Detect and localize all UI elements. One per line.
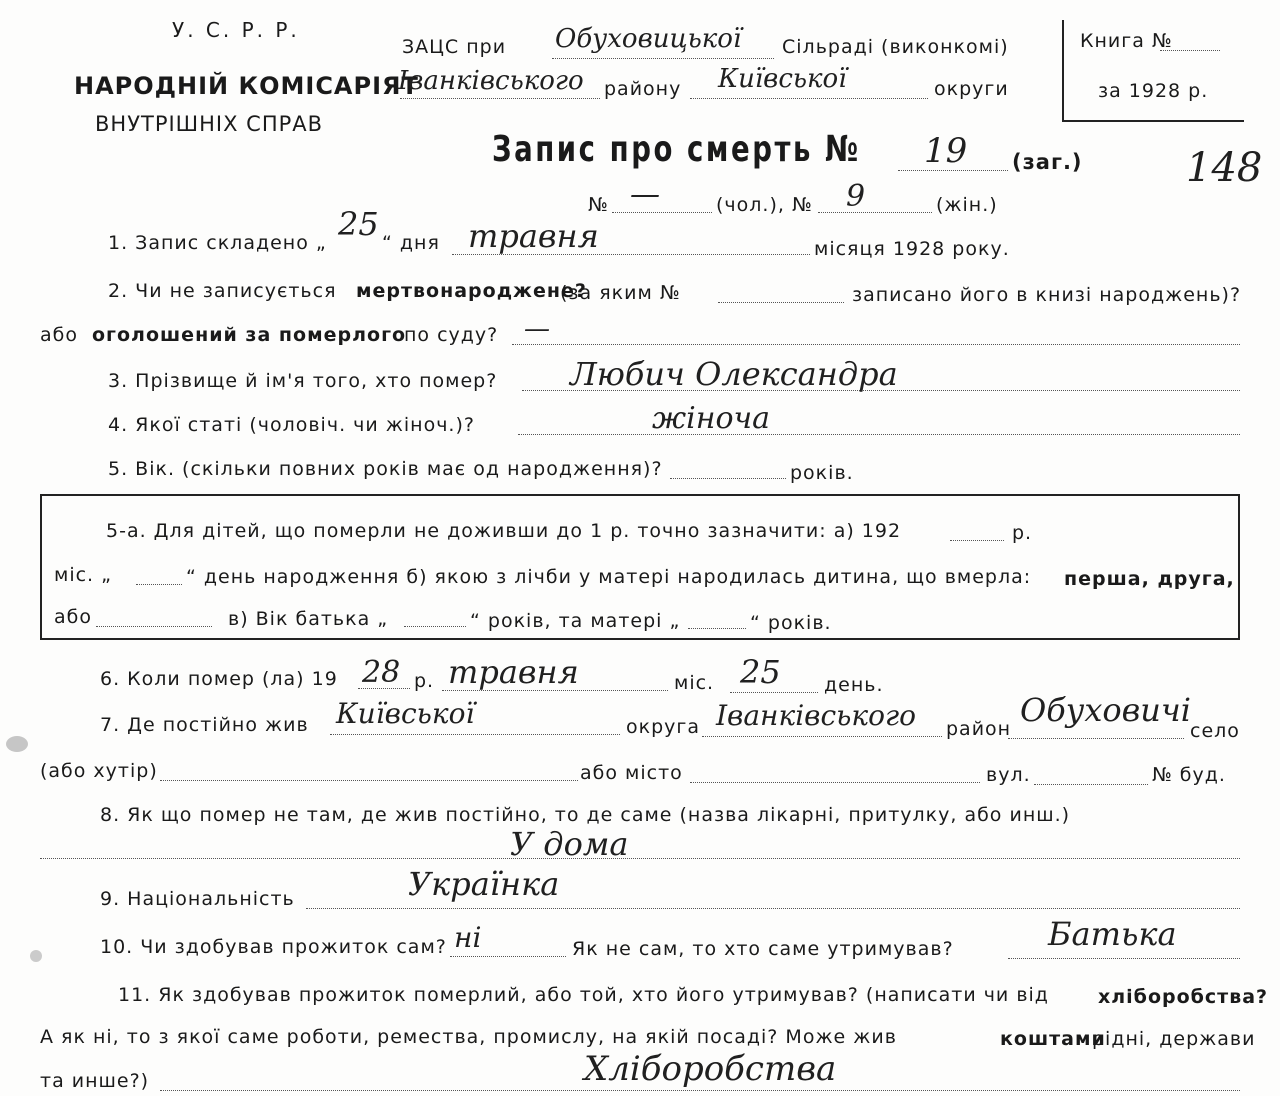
field-2-number-line — [718, 302, 844, 303]
village-council-line — [552, 58, 774, 59]
field-2-birth-book: записано його в книзі народжень)? — [852, 284, 1242, 306]
okrug-label: округи — [934, 78, 1009, 100]
female-number-line — [818, 212, 932, 213]
field-7-city-line — [690, 782, 980, 783]
field-6-day-suffix: день. — [824, 674, 884, 696]
okrug-line — [690, 98, 928, 99]
field-10-self-line — [450, 956, 566, 957]
field-1-label: 1. Запис складено „ — [108, 232, 327, 254]
village-council-value: Обуховицької — [555, 24, 742, 54]
male-female-label: (чол.), № — [716, 194, 813, 216]
female-label: (жін.) — [936, 194, 998, 216]
district-value: Іванківського — [398, 66, 584, 96]
field-1-month-suffix: місяця 1928 року. — [814, 238, 1010, 260]
field-10-label: 10. Чи здобував прожиток сам? — [100, 936, 447, 958]
zags-label: ЗАЦС при — [402, 36, 507, 58]
field-10-supporter: Батька — [1048, 915, 1177, 953]
field-5a-or-line — [96, 626, 212, 627]
field-8-line — [40, 858, 1240, 859]
field-7-okrug-line — [330, 734, 620, 735]
commissariat-header: НАРОДНІЙ КОМІСАРІЯТ — [74, 72, 419, 100]
field-5a-line2: “ день народження б) якою з лічби у матері народилась дитина, що вмерла: — [186, 566, 1032, 588]
field-7-city: або місто — [580, 762, 683, 784]
field-6-year-suffix: р. — [414, 670, 435, 692]
general-label: (заг.) — [1012, 150, 1083, 174]
field-5a-or: або — [54, 606, 92, 628]
field-11-relatives: рідні, держави — [1092, 1028, 1256, 1050]
field-5a-month: міс. „ — [54, 564, 112, 586]
field-5a-year-suffix: р. — [1012, 522, 1033, 544]
field-5a-mother-line — [688, 628, 746, 629]
field-1-month: травня — [468, 217, 599, 255]
field-4-label: 4. Якої статі (чоловіч. чи жіноч.)? — [108, 414, 475, 436]
field-5a-line1: 5-а. Для дітей, що померли не доживши до 1 р. точно зазначити: а) 192 — [106, 520, 902, 542]
field-2-court-value: — — [524, 314, 550, 344]
field-1-day-suffix: “ дня — [382, 232, 440, 254]
field-6-label: 6. Коли помер (ла) 19 — [100, 668, 338, 690]
district-line — [400, 98, 600, 99]
male-number-label: № — [588, 194, 609, 216]
field-7-street: вул. — [986, 764, 1031, 786]
field-2-or: або — [40, 324, 78, 346]
field-7-village-line — [1008, 738, 1184, 739]
field-9-nationality: Українка — [408, 865, 560, 903]
field-7-label: 7. Де постійно жив — [100, 714, 309, 736]
field-11-label: 11. Як здобував прожиток померлий, або той, хто його утримував? (написати чи від — [118, 984, 1049, 1006]
field-7-raion-label: район — [946, 718, 1012, 740]
male-number-value: — — [630, 177, 660, 212]
field-7-building: № буд. — [1152, 764, 1226, 786]
village-council-label: Сільраді (виконкомі) — [782, 36, 1009, 58]
record-title: Запис про смерть № — [492, 129, 861, 170]
field-7-village: Обуховичі — [1020, 691, 1192, 729]
field-5-years: років. — [790, 462, 854, 484]
book-year: за 1928 р. — [1098, 80, 1209, 102]
field-10-supporter-label: Як не сам, то хто саме утримував? — [572, 938, 954, 960]
field-5a-father-line — [404, 626, 466, 627]
field-11-funds: коштами — [1000, 1028, 1106, 1050]
field-3-name: Любич Олександра — [570, 355, 898, 393]
field-2-court-line — [512, 344, 1240, 345]
okrug-value: Київської — [718, 64, 847, 94]
field-6-day-line — [730, 692, 818, 693]
field-6-month-suffix: міс. — [674, 672, 715, 694]
field-3-label: 3. Прізвище й ім'я того, хто помер? — [108, 370, 498, 392]
ussr-header: У. С. Р. Р. — [172, 18, 300, 42]
field-2-stillborn: мертвонароджене? — [356, 280, 587, 302]
field-5a-years: “ років. — [750, 612, 832, 634]
male-number-line — [612, 212, 712, 213]
field-6-year: 28 — [362, 655, 401, 690]
female-number-value: 9 — [846, 179, 866, 214]
field-5a-father-age: в) Вік батька „ — [228, 608, 389, 630]
field-11-etc: та инше?) — [40, 1070, 150, 1092]
margin-number: 148 — [1186, 145, 1263, 191]
field-8-place: У дома — [510, 825, 629, 863]
field-5a-month-line — [136, 584, 182, 585]
field-6-day: 25 — [740, 653, 781, 691]
field-7-raion-line — [702, 736, 942, 737]
field-7-okrug-label: округа — [626, 716, 701, 738]
field-11-occupation: Хліборобства — [584, 1049, 837, 1089]
field-7-village-label: село — [1190, 720, 1240, 742]
field-10-supporter-line — [1008, 958, 1240, 959]
field-8-label: 8. Як що помер не там, де жив постійно, то де саме (назва лікарні, притулку, або инш.) — [100, 804, 1071, 826]
field-7-farm: (або хутір) — [40, 760, 158, 782]
field-5-line — [670, 478, 786, 479]
book-number-line — [1160, 50, 1220, 51]
ink-blot-small — [30, 950, 42, 962]
field-1-day: 25 — [338, 205, 379, 243]
field-4-line — [518, 434, 1240, 435]
field-7-okrug: Київської — [336, 697, 475, 730]
field-2-by-court: по суду? — [404, 324, 499, 346]
field-5a-mother-age: “ років, та матері „ — [470, 610, 681, 632]
field-5a-year-line — [950, 540, 1004, 541]
field-9-line — [306, 908, 1240, 909]
internal-affairs-header: ВНУТРІШНІХ СПРАВ — [95, 112, 324, 136]
field-9-label: 9. Національність — [100, 888, 295, 910]
field-5-label: 5. Вік. (скільки повних років має од народження)? — [108, 458, 663, 480]
field-2-number-label: (за яким № — [560, 282, 681, 304]
field-11-line2: А як ні, то з якої саме роботи, ремества, промислу, на якій посаді? Може жив — [40, 1026, 897, 1048]
field-7-raion: Іванківського — [716, 699, 916, 732]
ink-blot — [6, 736, 28, 752]
field-11-line — [160, 1090, 1240, 1091]
book-number-label: Книга № — [1080, 30, 1173, 52]
field-7-street-line — [1034, 784, 1148, 785]
field-4-sex: жіноча — [652, 401, 771, 436]
field-11-agriculture: хліборобства? — [1098, 986, 1269, 1008]
record-number-value: 19 — [924, 131, 968, 171]
field-6-month: травня — [448, 653, 579, 691]
field-7-farm-line — [160, 780, 578, 781]
field-5a-order: перша, друга, — [1064, 568, 1235, 590]
field-2-declared-dead: оголошений за померлого — [92, 324, 407, 346]
field-10-self: ні — [454, 921, 482, 954]
field-2-label: 2. Чи не записується — [108, 280, 337, 302]
district-label: району — [604, 78, 682, 100]
